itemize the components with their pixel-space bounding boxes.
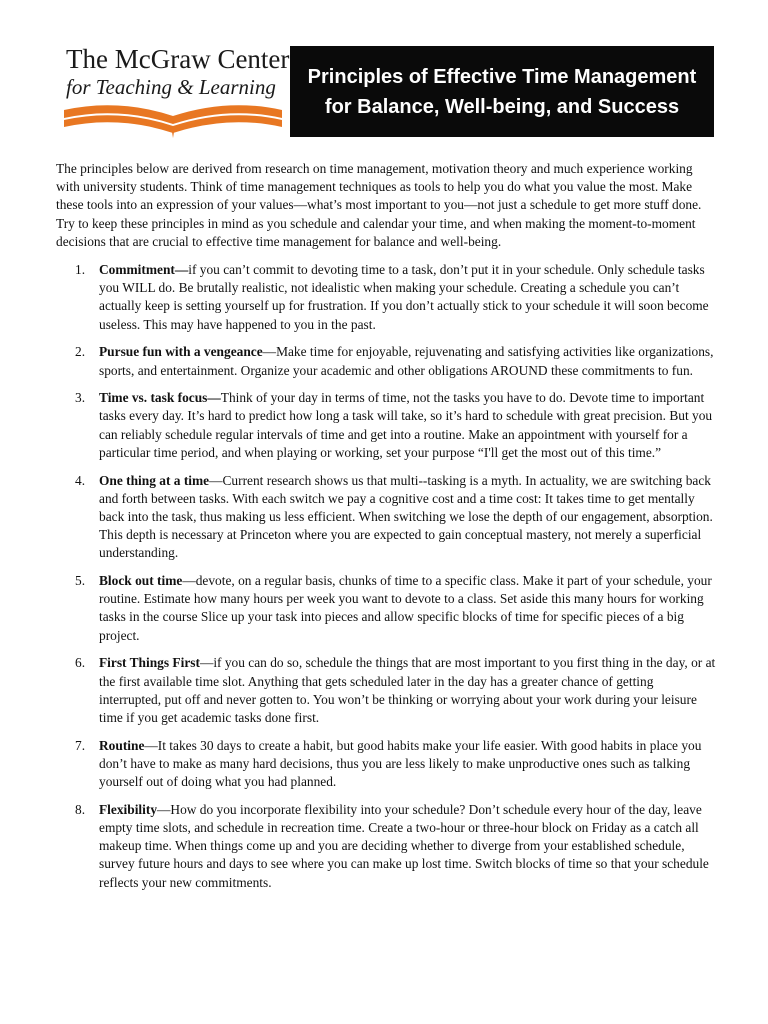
item-lead: One thing at a time [99, 472, 210, 488]
principle-item [56, 737, 716, 792]
title-line-2: for Balance, Well-being, and Success [324, 95, 680, 118]
item-number: 8. [75, 801, 86, 817]
intro-paragraph: The principles below are derived from research on time management, motivation theory and much experience working with university students. Think of time management techniques as tools to help you do what you value the most. Make these tools into an expression of your values—what’s most important to you—not just a schedule to get more stuff done. Try to keep these principles in mind as you schedule and calendar your time, and when making the moment-to-moment decisions that are crucial to effective time management for balance and well-being. [56, 161, 702, 249]
item-number: 5. [75, 573, 86, 589]
principle-item [56, 389, 716, 462]
item-number: 2. [75, 344, 86, 360]
item-number: 3. [75, 390, 86, 406]
item-lead: Commitment— [99, 262, 189, 278]
item-text: —Make time for enjoyable, rejuvenating and satisfying activities like organizations, sports, and entertainment. Organize your academic and other obligations AROUND these commitments to fun. [99, 344, 714, 378]
item-number: 7. [75, 737, 86, 753]
item-text: —if you can do so, schedule the things that are most important to you first thing in the day, or at the first available time slot. Anything that gets scheduled later in the day has a greater chance of getting interrupted, put off and never gotten to. You won’t be thinking or worrying about your work during your leisure time if you get academic tasks done first. [99, 655, 716, 725]
item-lead: Time vs. task focus— [99, 390, 221, 406]
item-lead: Block out time [99, 573, 183, 589]
principle-item [56, 472, 716, 563]
principle-item [56, 572, 716, 645]
title-line-1: Principles of Effective Time Management [307, 65, 697, 88]
open-book-icon [62, 100, 284, 140]
principle-item [56, 801, 716, 892]
item-text: —Current research shows us that multi--tasking is a myth. In actuality, we are switching back and forth between tasks. With each switch we pay a cognitive cost and a time cost: It takes time to get mentally back into the task, thus making us less efficient. When switching we lose the depth of our engagement, absorption. This depth is necessary at Princeton where you are expected to gain conceptual mastery, not merely a superficial understanding. [99, 472, 713, 561]
title-banner [290, 46, 714, 137]
mcgraw-center-logo [62, 44, 290, 144]
item-number: 1. [75, 262, 86, 278]
principle-item [56, 654, 716, 727]
logo-subtitle: for Teaching & Learning [66, 75, 276, 99]
item-text: —It takes 30 days to create a habit, but good habits make your life easier. With good habits in place you don’t have to make as many hard decisions, thus you are less likely to make unproductive ones such as talking yourself out of doing what you had planned. [99, 737, 702, 790]
item-lead: Routine [99, 737, 145, 753]
item-lead: First Things First [99, 655, 200, 671]
item-number: 4. [75, 472, 86, 488]
header [0, 0, 768, 150]
item-text: —devote, on a regular basis, chunks of time to a specific class. Make it part of your schedule, your routine. Estimate how many hours per week you want to devote to a class. Set aside this many hours for working tasks in the course Slice up your task into pieces and allow specific blocks of time for specific pieces of a big project. [99, 573, 712, 643]
item-text: if you can’t commit to devoting time to a task, don’t put it in your schedule. Only schedule tasks you WILL do. Be brutally realistic, not idealistic when making your schedule. Creating a schedule you can’t actually keep is setting yourself up for frustration. If you don’t actually stick to your schedule it will soon become useless. This may have happened to you in the past. [99, 262, 709, 332]
item-lead: Flexibility [99, 801, 158, 817]
document-body [56, 160, 716, 901]
item-text: —How do you incorporate flexibility into your schedule? Don’t schedule every hour of the day, leave empty time slots, and schedule in recreation time. Create a two-hour or three-hour block on Friday as a catch all makeup time. When things come up and you are deciding whether to diverge from your established schedule, survey future hours and days to see where you can make up lost time. Switch blocks of time so that your schedule reflects your new commitments. [99, 801, 709, 890]
principles-list [56, 261, 716, 892]
logo-title: The McGraw Center [66, 44, 290, 74]
principle-item [56, 343, 716, 379]
item-number: 6. [75, 655, 86, 671]
item-text: Think of your day in terms of time, not the tasks you have to do. Devote time to important tasks every day. It’s hard to predict how long a task will take, so it’s hard to schedule with great precision. But you can reliably schedule regular intervals of time and get into a routine. Make an appointment with yourself for a particular time period, and when playing or working, set your purpose “I'll get the most out of this time.” [99, 390, 713, 460]
principle-item [56, 261, 716, 334]
item-lead: Pursue fun with a vengeance [99, 344, 263, 360]
